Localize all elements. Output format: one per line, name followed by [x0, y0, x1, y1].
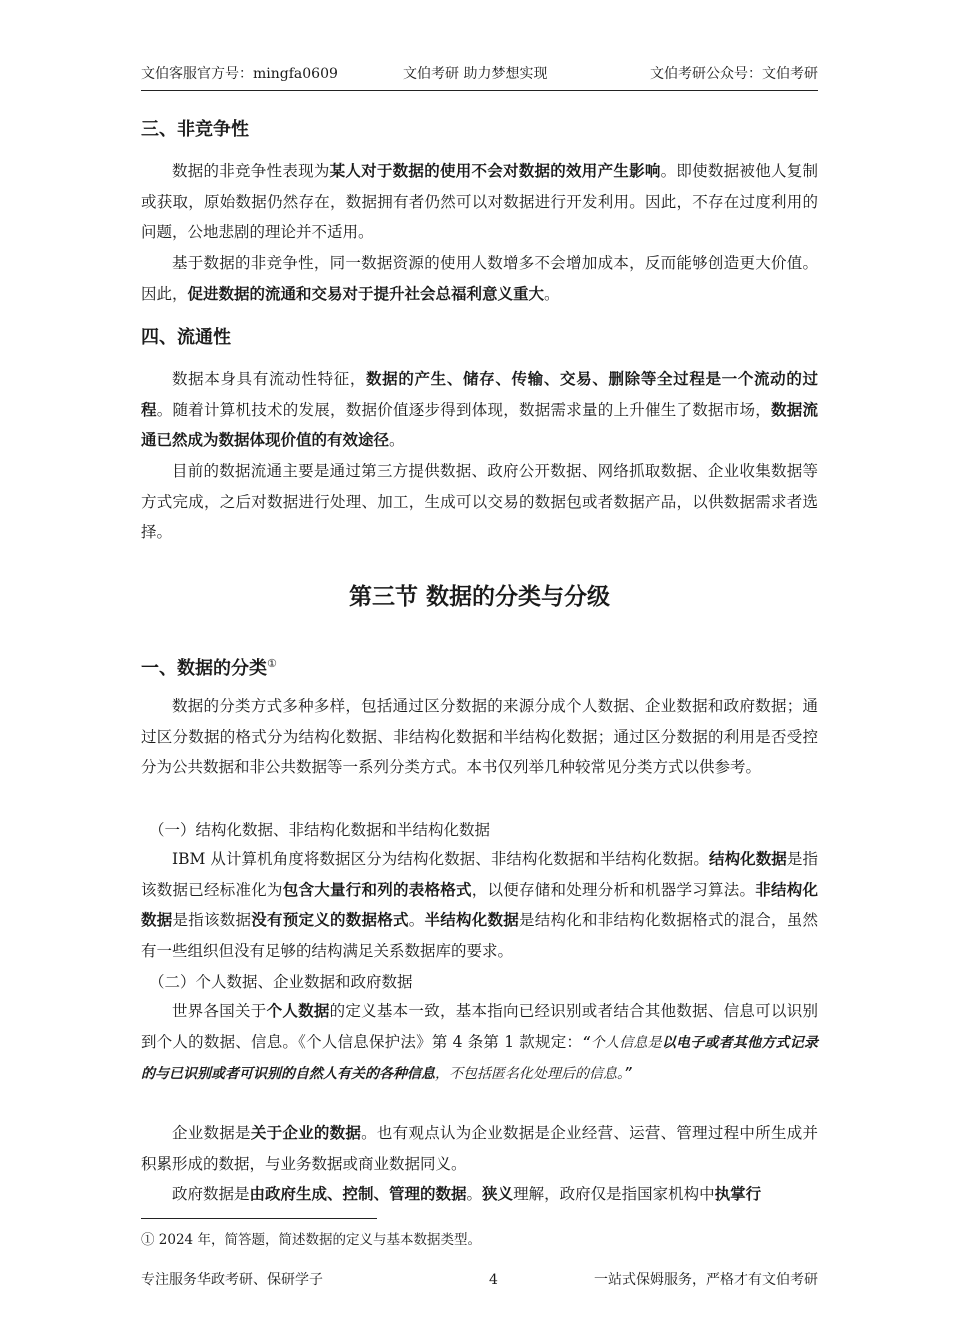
- header-center-text: 文伯考研 助力梦想实现: [403, 66, 548, 82]
- paragraph-government-data: 政府数据是由政府生成、控制、管理的数据。狭义理解，政府仅是指国家机构中执掌行: [172, 1185, 762, 1203]
- paragraph-personal-data: 世界各国关于个人数据的定义基本一致，基本指向已经识别或者结合其他数据、信息可以识别到个人的数据、信息。《个人信息保护法》第 4 条第 1 款规定：“个人信息是以电子或者其他方式记录的与已识别或者可识别的自然人有关的各种信息，不包括匿名化处理后的信息。”: [141, 1002, 818, 1082]
- header-right-text: 文伯考研公众号：文伯考研: [650, 66, 818, 82]
- paragraph-circulation-2: 目前的数据流通主要是通过第三方提供数据、政府公开数据、网络抓取数据、企业收集数据等方式完成，之后对数据进行处理、加工，生成可以交易的数据包或者数据产品，以供数据需求者选择。: [141, 462, 818, 541]
- page-header: [141, 64, 818, 91]
- footnote-separator: [141, 1218, 377, 1219]
- paragraph-structured-data: IBM 从计算机角度将数据区分为结构化数据、非结构化数据和半结构化数据。结构化数据是指该数据已经标准化为包含大量行和列的表格格式，以便存储和处理分析和机器学习算法。非结构化数据是指该数据没有预定义的数据格式。半结构化数据是结构化和非结构化数据格式的混合，虽然有一些组织但没有足够的结构满足关系数据库的要求。: [141, 850, 818, 960]
- footer-left-text: 专注服务华政考研、保研学子: [141, 1272, 323, 1288]
- section-heading-classification: 一、数据的分类①: [141, 657, 277, 679]
- paragraph-classification-intro: 数据的分类方式多种多样，包括通过区分数据的来源分成个人数据、企业数据和政府数据；通过区分数据的格式分为结构化数据、非结构化数据和半结构化数据；通过区分数据的利用是否受控分为公共数据和非公共数据等一系列分类方式。本书仅列举几种较常见分类方式以供参考。: [141, 697, 818, 776]
- paragraph-circulation-1: 数据本身具有流动性特征，数据的产生、储存、传输、交易、删除等全过程是一个流动的过程。随着计算机技术的发展，数据价值逐步得到体现，数据需求量的上升催生了数据市场，数据流通已然成为数据体现价值的有效途径。: [141, 370, 818, 449]
- legal-quote: “个人信息是以电子或者其他方式记录的与已识别或者可识别的自然人有关的各种信息，不包括匿名化处理后的信息。”: [141, 1034, 818, 1082]
- section-heading-circulation: 四、流通性: [141, 327, 231, 348]
- footnote: ① 2024 年，简答题，简述数据的定义与基本数据类型。: [141, 1232, 481, 1248]
- paragraph-non-rivalry-1: 数据的非竞争性表现为某人对于数据的使用不会对数据的效用产生影响。即使数据被他人复制或获取，原始数据仍然存在，数据拥有者仍然可以对数据进行开发利用。因此，不存在过度利用的问题，公地悲剧的理论并不适用。: [141, 162, 818, 241]
- paragraph-non-rivalry-2: 基于数据的非竞争性，同一数据资源的使用人数增多不会增加成本，反而能够创造更大价值。因此，促进数据的流通和交易对于提升社会总福利意义重大。: [141, 254, 818, 303]
- section-heading-non-rivalry: 三、非竞争性: [141, 119, 249, 140]
- paragraph-enterprise-data: 企业数据是关于企业的数据。也有观点认为企业数据是企业经营、运营、管理过程中所生成并积累形成的数据，与业务数据或商业数据同义。: [141, 1124, 818, 1173]
- page-number: 4: [489, 1272, 498, 1288]
- footnote-reference: ①: [267, 657, 277, 670]
- header-left-text: 文伯客服官方号：mingfa0609: [141, 66, 338, 82]
- chapter-title: 第三节 数据的分类与分级: [348, 584, 610, 610]
- subheading-personal-enterprise-government: （二）个人数据、企业数据和政府数据: [149, 973, 413, 991]
- footer-right-text: 一站式保姆服务，严格才有文伯考研: [594, 1272, 818, 1288]
- subheading-structured-data: （一）结构化数据、非结构化数据和半结构化数据: [149, 821, 491, 839]
